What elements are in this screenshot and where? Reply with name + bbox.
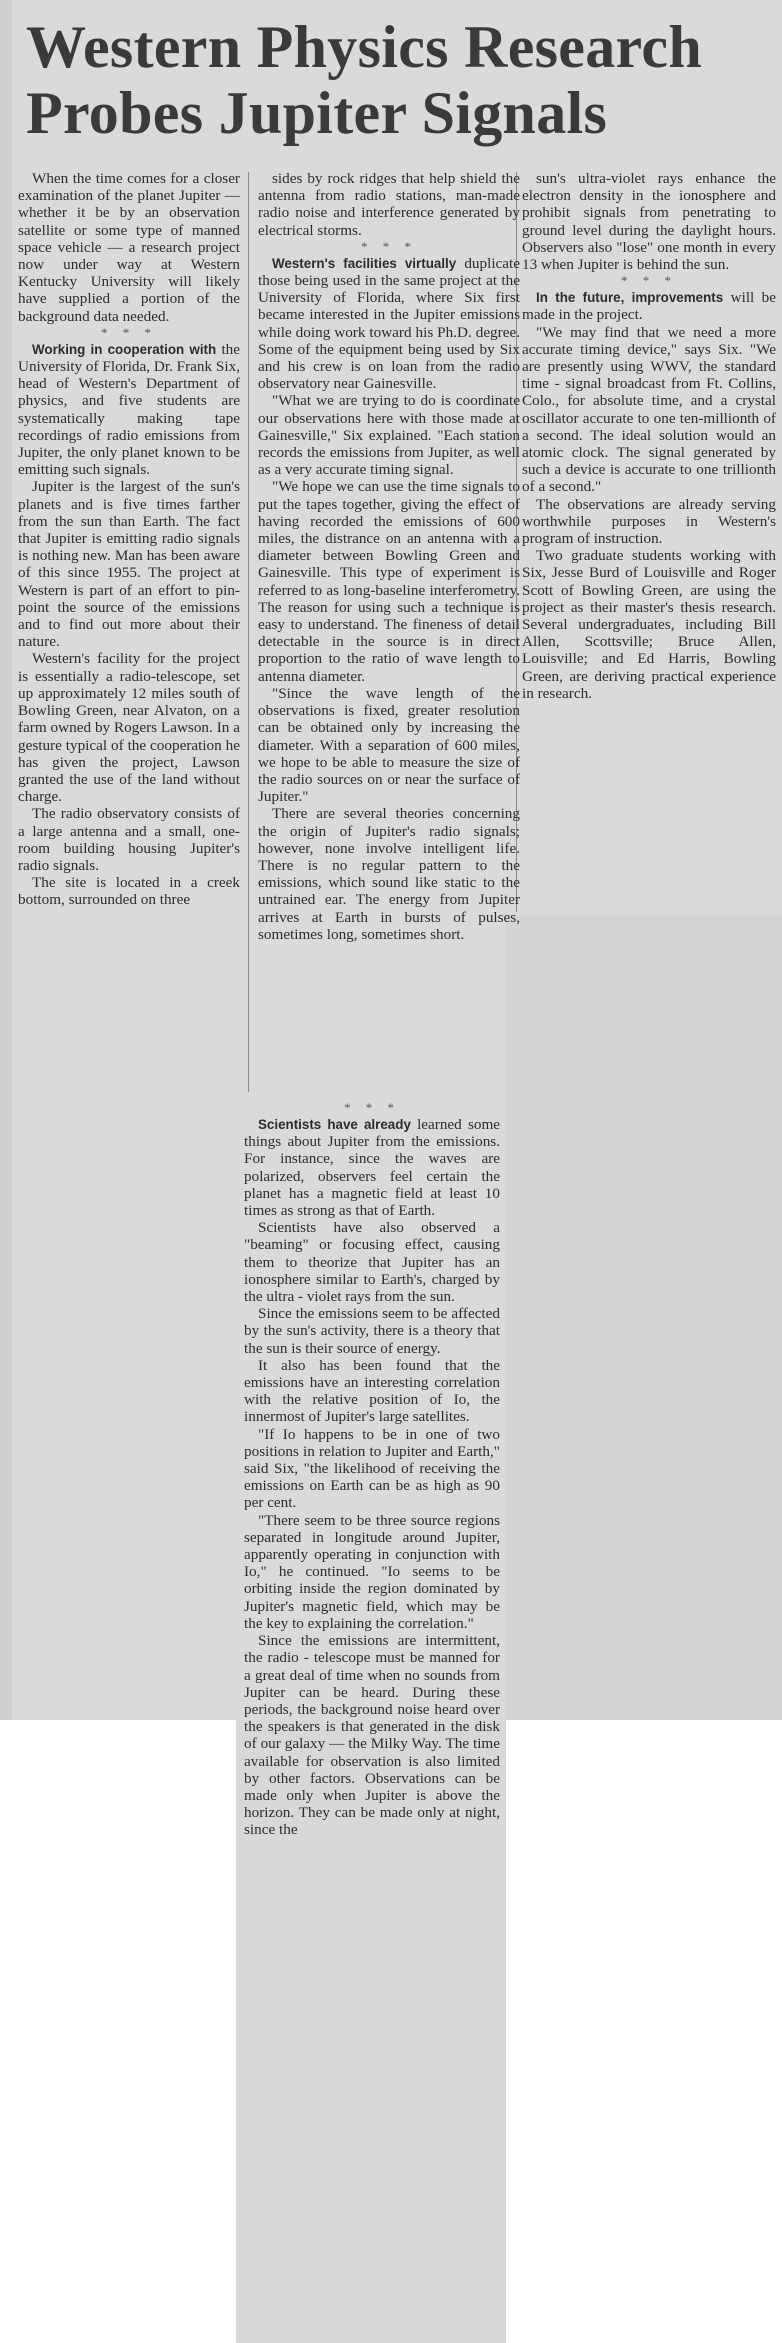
clipping-shadow: [506, 915, 782, 1720]
subhead-paragraph: [244, 1116, 500, 1219]
paragraph: Jupiter is the largest of the sun's planets and is five times farther from the sun than Earth. The fact that Jupiter is emitting radio signals is nothing new. Man has been aware of this since 1955. The project at Western is part of an effort to pin-point the source of the emissions and to find out more about their nature.: [18, 478, 240, 651]
subhead-lead: Western's facilities virtually: [272, 255, 457, 271]
subhead-lead: Working in cooperation with: [32, 341, 217, 357]
section-break: * * *: [361, 238, 417, 254]
paragraph: "We hope we can use the time signals to put the tapes together, giving the effect of having recorded the emissions of 600 miles, the distrance on an antenna with a diameter between Bowling Green and Gainesville. This type of experiment is referred to as long-baseline interferometry. The reason for using such a technique is easy to understand. The fineness of detail detectable in the source is in direct proportion to the ratio of wave length to antenna diameter.: [258, 478, 520, 685]
subhead-paragraph: [522, 289, 776, 323]
paragraph: Since the emissions seem to be affected by the sun's activity, there is a theory that the sun is their source of energy.: [244, 1305, 500, 1357]
paragraph: "Since the wave length of the observations is fixed, greater resolution can be obtained only by increasing the diameter. With a separation of 600 miles, we hope to be able to measure the size of the radio sources on or near the surface of Jupiter.": [258, 684, 520, 806]
column-2: [258, 170, 520, 943]
headline-line-1: Western Physics Research: [26, 14, 702, 80]
paragraph: Scientists have also observed a "beaming" or focusing effect, causing them to theorize that Jupiter has an ionosphere similar to Earth's, charged by the ultra - violet rays from the sun.: [244, 1219, 500, 1306]
paragraph: The site is located in a creek bottom, surrounded on three: [18, 874, 240, 909]
column-rule-1: [248, 172, 249, 1092]
paragraph-text: learned some things about Jupiter from the emissions. For instance, since the waves are polarized, observers feel certain the planet has a magnetic field at least 10 times as strong as that of Earth.: [244, 1116, 501, 1220]
subhead-lead: Scientists have already: [258, 1117, 411, 1132]
section-break: * * *: [344, 1100, 400, 1115]
column-2-continued: [244, 1100, 500, 1839]
paragraph: Western's facility for the project is essentially a radio-telescope, set up approximately 12 miles south of Bowling Green, near Alvaton, on a farm owned by Rogers Lawson. In a gesture typical of the cooperation he has given the project, Lawson granted the use of the land without charge.: [18, 650, 240, 806]
paragraph-text: will be made in the project.: [522, 289, 777, 324]
paragraph: Two graduate students working with Six, Jesse Burd of Louisville and Roger Scott of Bowling Green, are using the project as their master's thesis research. Several undergraduates, including Bill Allen, Scottsville; Bruce Allen, Louisville; and Ed Harris, Bowling Green, are deriving practical experience in research.: [522, 547, 776, 702]
paragraph: When the time comes for a closer examination of the planet Jupiter — whether it be by an observation satellite or some type of manned space vehicle — a research project now under way at Western Kentucky University will likely have supplied a portion of the background data needed.: [18, 170, 240, 325]
subhead-paragraph: [18, 341, 240, 479]
subhead-paragraph: [258, 255, 520, 393]
paragraph: The radio observatory consists of a large antenna and a small, one-room building housing Jupiter's radio signals.: [18, 805, 240, 874]
paragraph: "What we are trying to do is coordinate our observations here with those made at Gainesville," Six explained. "Each station records the emissions from Jupiter, as well as a very accurate timing signal.: [258, 392, 520, 479]
paragraph: There are several theories concerning the origin of Jupiter's radio signals; however, none involve intelligent life. There is no regular pattern to the emissions, which sound like static to the untrained ear. The energy from Jupiter arrives at Earth in bursts of pulses, sometimes long, sometimes short.: [258, 805, 520, 943]
headline: [26, 14, 766, 146]
paragraph: sun's ultra-violet rays enhance the electron density in the ionosphere and prohibit signals from penetrating to ground level during the daylight hours. Observers also "lose" one month in every 13 when Jupiter is behind the sun.: [522, 170, 776, 274]
paragraph: sides by rock ridges that help shield the antenna from radio stations, man-made radio noise and interference generated by electrical storms.: [258, 170, 520, 239]
paragraph: "We may find that we need a more accurate timing device," says Six. "We are presently using WWV, the standard time - signal broadcast from Ft. Collins, Colo., for absolute time, and a crystal oscillator accurate to one ten-millionth of a second. The ideal solution would an atomic clock. The signal generated by such a device is accurate to one trillionth of a second.": [522, 323, 776, 496]
paragraph: "There seem to be three source regions separated in longitude around Jupiter, apparently operating in conjunction with Io," he continued. "Io seems to be orbiting inside the region dominated by Jupiter's magnetic field, which may be the key to explaining the correlation.": [244, 1511, 500, 1632]
section-break: * * *: [101, 324, 157, 340]
paragraph: "If Io happens to be in one of two positions in relation to Jupiter and Earth," said Six, "the likelihood of receiving the emissions on Earth can be as high as 90 per cent.: [244, 1425, 500, 1512]
column-3: [522, 170, 776, 702]
clipping-edge: [0, 0, 12, 1720]
paragraph-text: duplicate those being used in the same project at the University of Florida, where Six first became interested in the Jupiter emissions while doing work toward his Ph.D. degree. Some of the equipment being used by Six and his crew is on loan from the radio observatory near Gainesville.: [258, 254, 520, 393]
section-break: * * *: [621, 273, 677, 289]
paragraph-text: the University of Florida, Dr. Frank Six, head of Western's Department of physics, and five students are systematically making tape recordings of radio emissions from Jupiter, the only planet known to be emitting such signals.: [18, 340, 241, 479]
subhead-lead: In the future, improvements: [536, 290, 724, 306]
paragraph: Since the emissions are intermittent, the radio - telescope must be manned for a great deal of time when no sounds from Jupiter can be heard. During these periods, the background noise heard over the speakers is that generated in the disk of our galaxy — the Milky Way. The time available for observation is also limited by other factors. Observations can be made only when Jupiter is above the horizon. They can be made only at night, since the: [244, 1632, 500, 1839]
paragraph: The observations are already serving worthwhile purposes in Western's program of instruction.: [522, 495, 776, 548]
column-1: [18, 170, 240, 909]
headline-line-2: Probes Jupiter Signals: [26, 80, 608, 146]
paragraph: It also has been found that the emissions have an interesting correlation with the relative position of Io, the innermost of Jupiter's large satellites.: [244, 1356, 500, 1426]
